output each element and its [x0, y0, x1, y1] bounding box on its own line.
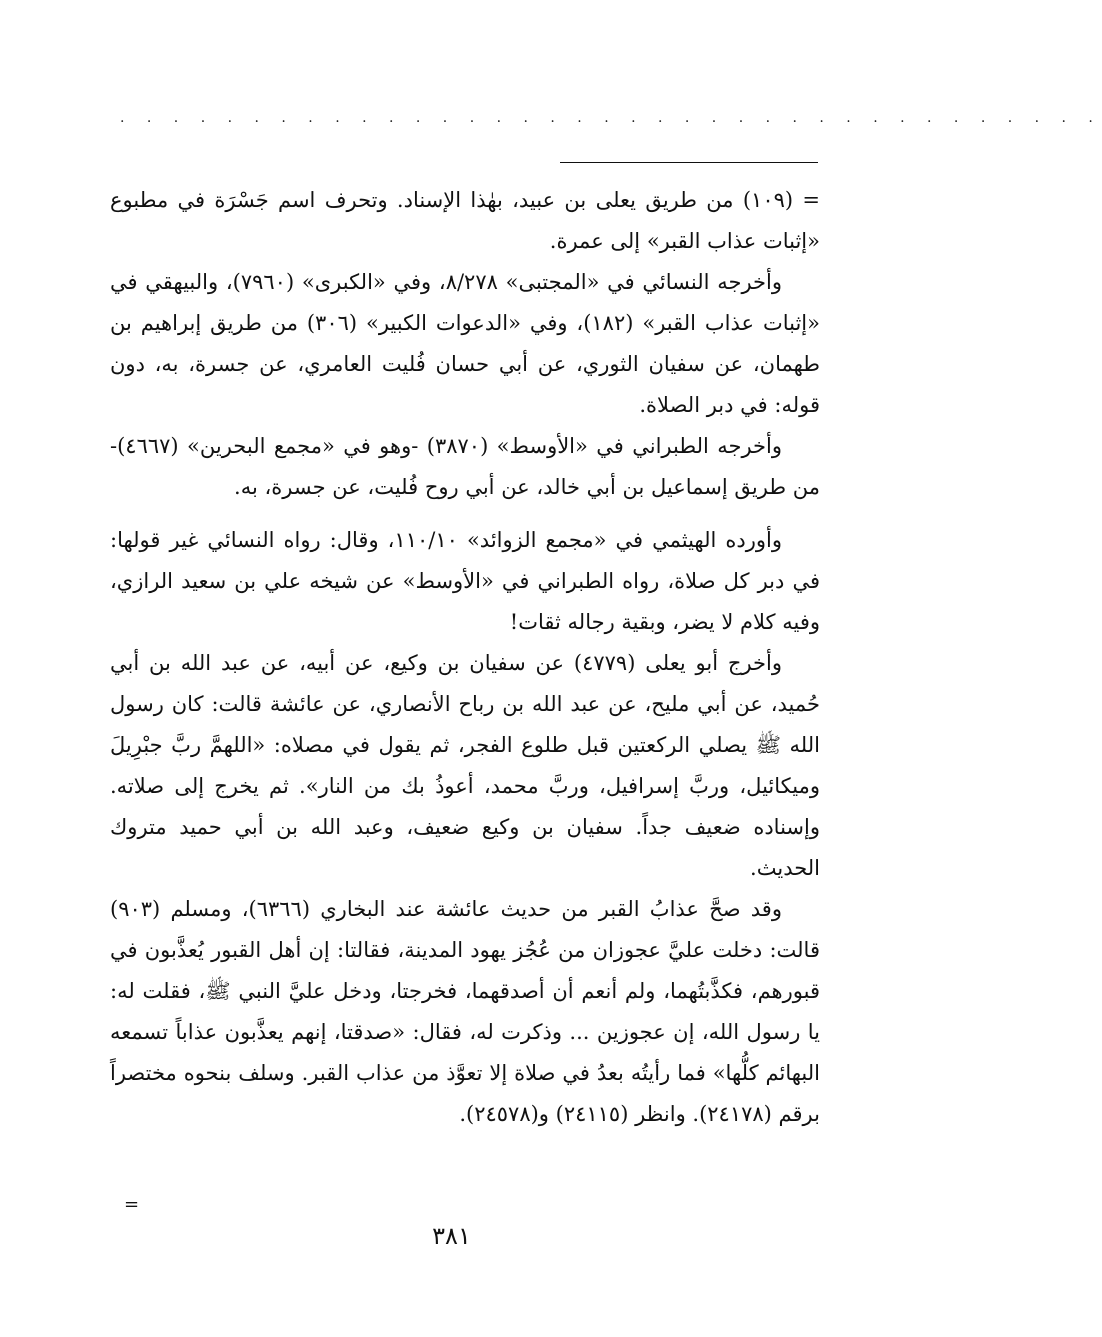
paragraph-4: وأورده الهيثمي في «مجمع الزوائد» ١١٠/١٠، وقال: رواه النسائي غير قولها: في دبر كل صلاة، رواه الطبراني في «الأوسط» عن شيخه علي بن سعيد الرازي، وفيه كلام لا يضر، وبقية رجاله ثقات!: [110, 528, 820, 634]
continuation-mark: =: [124, 1194, 140, 1215]
paragraph-5: وأخرج أبو يعلى (٤٧٧٩) عن سفيان بن وكيع، عن أبيه، عن عبد الله بن أبي حُميد، عن أبي مليح، عن عبد الله بن رباح الأنصاري، عن عائشة قالت: كان رسول الله ﷺ يصلي الركعتين قبل طلوع الفجر، ثم يقول في مصلاه: «اللهمَّ ربَّ جبْرِيلَ وميكائيل، وربَّ إسرافيل، وربَّ محمد، أعوذُ بك من النار». ثم يخرج إلى صلاته. وإسناده ضعيف جداً. سفيان بن وكيع ضعيف، وعبد الله بن أبي حميد متروك الحديث.: [110, 651, 821, 880]
paragraph-3: وأخرجه الطبراني في «الأوسط» (٣٨٧٠) -وهو في «مجمع البحرين» (٤٦٦٧)- من طريق إسماعيل بن أبي خالد، عن أبي روح فُليت، عن جسرة، به.: [110, 434, 820, 499]
footnote-dotted-line: . . . . . . . . . . . . . . . . . . . . . . . . . . . . . . . . . . . . .: [120, 110, 1102, 126]
footnote-text-block: [110, 180, 820, 1135]
footnote-separator-rule: [560, 162, 818, 163]
paragraph-1: = (١٠٩) من طريق يعلى بن عبيد، بهٰذا الإسناد. وتحرف اسم جَسْرَة في مطبوع «إثبات عذاب القبر» إلى عمرة.: [110, 188, 820, 253]
paragraph-6: وقد صحَّ عذابُ القبر من حديث عائشة عند البخاري (٦٣٦٦)، ومسلم (٩٠٣) قالت: دخلت عليَّ عجوزان من عُجُز يهود المدينة، فقالتا: إن أهل القبور يُعذَّبون في قبورهم، فكذَّبتُهما، ولم أنعم أن أصدقهما، فخرجتا، ودخل عليَّ النبي ﷺ، فقلت له: يا رسول الله، إن عجوزين ... وذكرت له، فقال: «صدقتا، إنهم يعذَّبون عذاباً تسمعه البهائم كلُّها» فما رأيتُه بعدُ في صلاة إلا تعوَّذ من عذاب القبر. وسلف بنحوه مختصراً برقم (٢٤١٧٨). وانظر (٢٤١١٥) و(٢٤٥٧٨).: [110, 897, 820, 1126]
paragraph-2: وأخرجه النسائي في «المجتبى» ٨/٢٧٨، وفي «الكبرى» (٧٩٦٠)، والبيهقي في «إثبات عذاب القبر» (١٨٢)، وفي «الدعوات الكبير» (٣٠٦) من طريق إبراهيم بن طهمان، عن سفيان الثوري، عن أبي حسان فُليت العامري، عن جسرة، به، دون قوله: في دبر الصلاة.: [110, 270, 820, 417]
page-number: ٣٨١: [432, 1222, 471, 1250]
